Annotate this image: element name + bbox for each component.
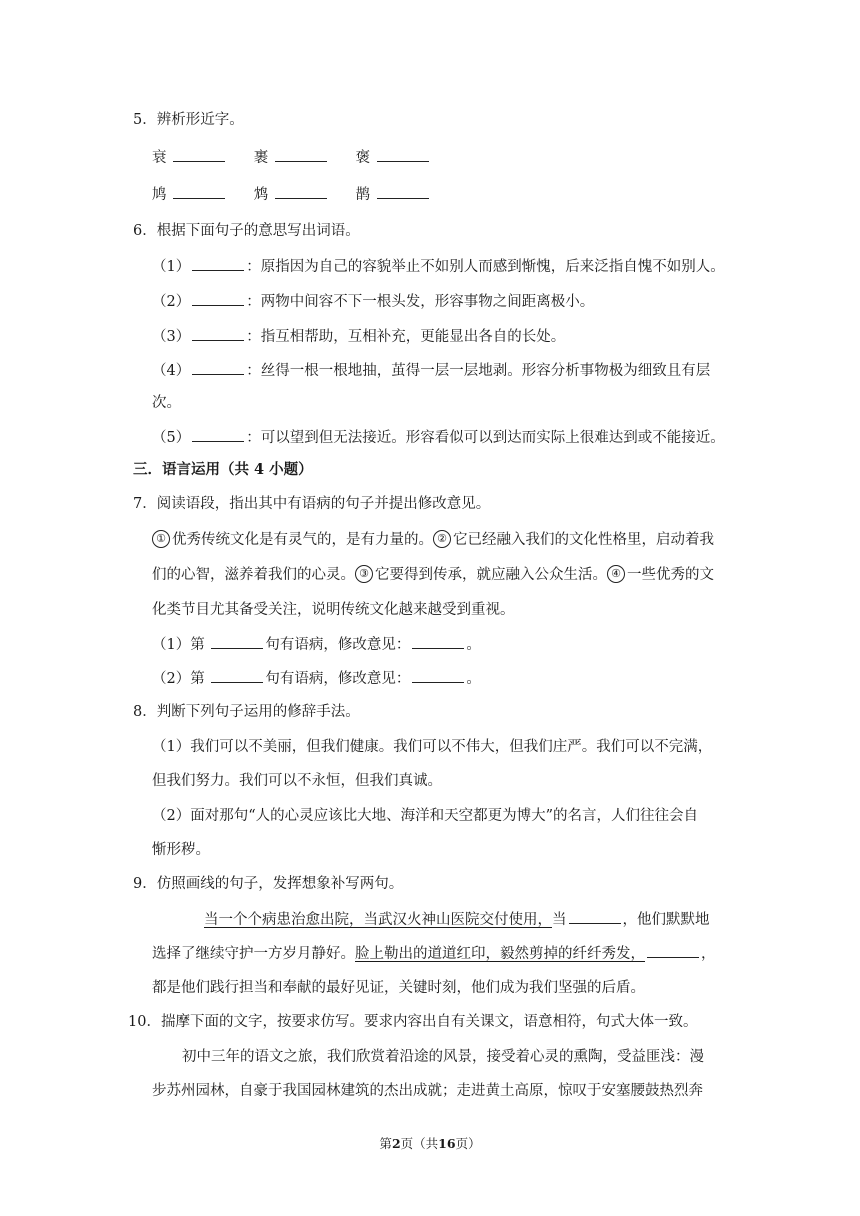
question-6-item-4-continued: 次。: [152, 395, 181, 411]
underlined-sentence: 当一个个病患治愈出院，当武汉火神山医院交付使用，: [204, 912, 552, 928]
question-9-line-3: 都是他们践行担当和奉献的最好见证，关键时刻，他们成为我们坚强的后盾。: [152, 980, 645, 996]
circled-number: ③: [355, 565, 373, 583]
answer-blank[interactable]: [211, 634, 263, 649]
answer-blank[interactable]: [173, 147, 225, 162]
char: 鹊: [355, 187, 370, 203]
question-7-passage-line-1: ① 优秀传统文化是有灵气的，是有力量的。 ② 它已经融入我们的文化性格里，启动着我: [152, 530, 714, 550]
question-8-title: 8．判断下列句子运用的修辞手法。: [133, 704, 360, 720]
circled-number: ②: [433, 530, 451, 548]
answer-blank[interactable]: [569, 909, 621, 924]
question-5-row-2: [152, 184, 453, 205]
underlined-sentence: 脸上勒出的道道红印，毅然剪掉的纤纤秀发，: [355, 946, 645, 962]
question-7-sub-2: （2）第 句有语病，修改意见： 。: [152, 668, 481, 689]
answer-blank[interactable]: [412, 668, 464, 683]
answer-blank[interactable]: [192, 360, 244, 375]
question-10-title: 10．揣摩下面的文字，按要求仿写。要求内容出自有关课文，语意相符，句式大体一致。: [128, 1014, 698, 1030]
question-8-sentence-1-continued: 但我们努力。我们可以不永恒，但我们真诚。: [152, 773, 442, 789]
answer-blank[interactable]: [377, 147, 429, 162]
question-6-title: 6．根据下面句子的意思写出词语。: [133, 223, 360, 239]
section-3-heading: 三．语言运用（共 4 小题）: [133, 461, 313, 478]
question-7-title: 7．阅读语段，指出其中有语病的句子并提出修改意见。: [133, 496, 491, 512]
answer-blank[interactable]: [377, 184, 429, 199]
question-5-row-1: [152, 147, 453, 168]
answer-blank[interactable]: [275, 184, 327, 199]
question-6-item-2: （2） ：两物中间容不下一根头发，形容事物之间距离极小。: [152, 291, 594, 312]
question-10-passage-line-2: 步苏州园林，自豪于我国园林建筑的杰出成就；走进黄土高原，惊叹于安塞腰鼓热烈奔: [152, 1083, 703, 1099]
answer-blank[interactable]: [275, 147, 327, 162]
question-9-line-2: 选择了继续守护一方岁月静好。脸上勒出的道道红印，毅然剪掉的纤纤秀发， ，: [152, 943, 716, 964]
answer-blank[interactable]: [211, 668, 263, 683]
char: 鸠: [152, 187, 167, 203]
answer-blank[interactable]: [173, 184, 225, 199]
question-8-sentence-2: （2）面对那句“人的心灵应该比大地、海洋和天空都更为博大”的名言，人们往往会自: [152, 808, 699, 824]
answer-blank[interactable]: [647, 943, 699, 958]
circled-number: ①: [152, 530, 170, 548]
question-6-item-3: （3） ：指互相帮助，互相补充，更能显出各自的长处。: [152, 326, 565, 347]
char: 裹: [253, 150, 269, 166]
question-7-sub-1: （1）第 句有语病，修改意见： 。: [152, 634, 481, 655]
circled-number: ④: [607, 565, 625, 583]
question-7-passage-line-3: 化类节目尤其备受关注，说明传统文化越来越受到重视。: [152, 602, 515, 618]
answer-blank[interactable]: [192, 256, 244, 271]
char: 衰: [152, 150, 167, 166]
question-10-passage-line-1: 初中三年的语文之旅，我们欣赏着沿途的风景，接受着心灵的熏陶，受益匪浅：漫: [182, 1049, 704, 1065]
question-8-sentence-2-continued: 惭形秽。: [152, 842, 210, 858]
question-9-line-1: 当一个个病患治愈出院，当武汉火神山医院交付使用，当 ，他们默默地: [204, 909, 710, 930]
answer-blank[interactable]: [192, 427, 244, 442]
answer-blank[interactable]: [192, 326, 244, 341]
question-9-title: 9．仿照画线的句子，发挥想象补写两句。: [133, 876, 404, 892]
page-total: 16: [438, 1136, 456, 1151]
char: 褒: [355, 150, 370, 166]
answer-blank[interactable]: [412, 634, 464, 649]
question-7-passage-line-2: 们的心智，滋养着我们的心灵。 ③ 它要得到传承，就应融入公众生活。 ④ 一些优秀的文: [152, 567, 714, 583]
question-6-item-5: （5） ：可以望到但无法接近。形容看似可以到达而实际上很难达到或不能接近。: [152, 427, 725, 448]
answer-blank[interactable]: [192, 291, 244, 306]
question-6-item-1: （1） ：原指因为自己的容貌举止不如别人而感到惭愧，后来泛指自愧不如别人。: [152, 256, 725, 277]
question-6-item-4: （4） ：丝得一根一根地抽，茧得一层一层地剥。形容分析事物极为细致且有层: [152, 360, 710, 381]
page-number: 2: [391, 1136, 401, 1151]
question-8-sentence-1: （1）我们可以不美丽，但我们健康。我们可以不伟大，但我们庄严。我们可以不完满，: [152, 739, 713, 755]
page-footer: 第2页（共16页）: [379, 1136, 481, 1151]
char: 鸩: [253, 187, 269, 203]
question-5-title: 5．辨析形近字。: [133, 112, 244, 128]
